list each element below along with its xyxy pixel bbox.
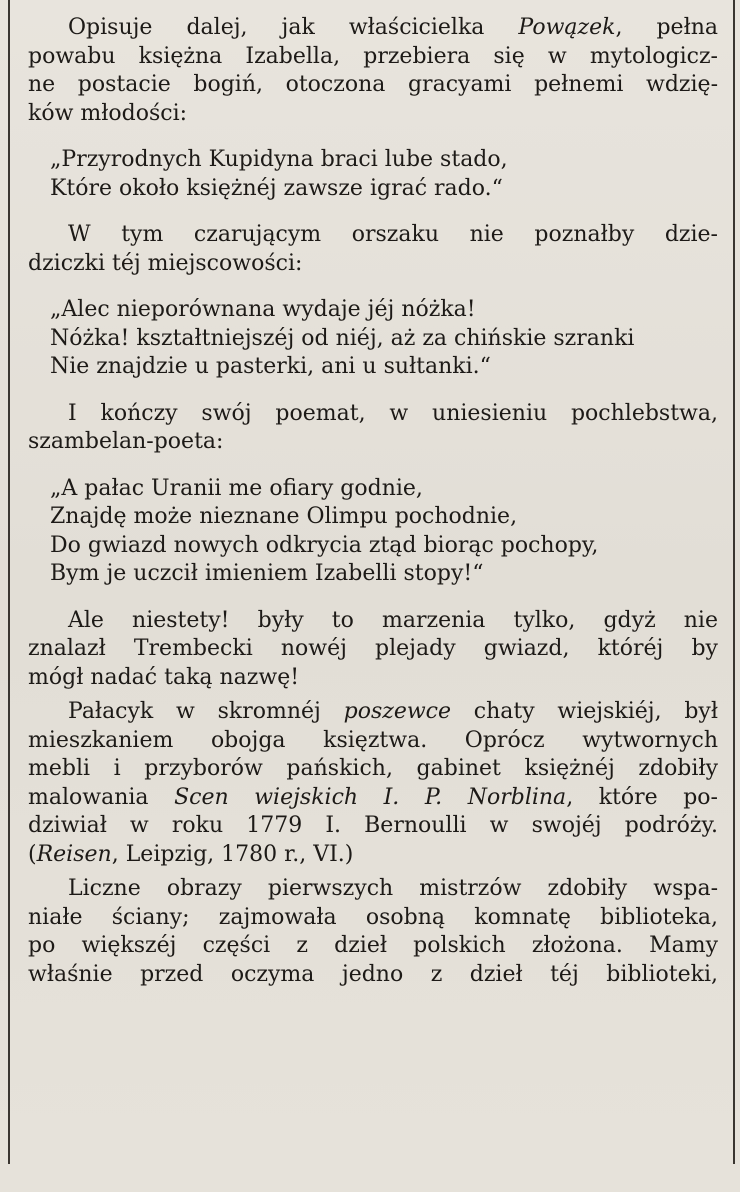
text-run: , Leipzig, 1780 r., VI.): [111, 841, 354, 867]
text-line: mógł nadać taką nazwę!: [28, 664, 300, 690]
text-line: ne postacie bogiń, otoczona gracyami pełnemi wdzię-: [28, 72, 718, 97]
text-line: Liczne obrazy pierwszych mistrzów zdobiły wspa-: [68, 876, 718, 901]
verse-line: Które około księżnéj zawsze igrać rado.“: [50, 175, 503, 201]
spacer: [28, 382, 718, 400]
text-line: dziczki téj miejscowości:: [28, 250, 303, 276]
text-line: Ale niestety! były to marzenia tylko, gdyż nie: [68, 607, 718, 633]
paragraph-4: [28, 607, 718, 693]
text-line: mebli i przyborów pańskich, gabinet księżnéj zdobiły: [28, 756, 718, 781]
text-run: chaty wiejskiéj, był: [451, 699, 718, 724]
left-column-rule: [8, 0, 10, 1164]
text-line: mieszkaniem obojga księztwa. Oprócz wytwornych: [28, 727, 718, 753]
text-line: po większéj części z dzieł polskich złożona. Mamy: [28, 933, 718, 958]
text-line: dziwiał w roku 1779 I. Bernoulli w swojéj podróży.: [28, 813, 718, 838]
text-line: [28, 784, 718, 813]
italic-text-run: Reisen: [36, 841, 112, 867]
italic-text-run: poszewce: [343, 699, 452, 724]
text-run: , pełna: [615, 15, 718, 40]
italic-text-run: Scen wiejskich I. P. Norblina: [174, 784, 567, 810]
verse-line: „A pałac Uranii me ofiary godnie,: [50, 475, 423, 501]
paragraph-6: [28, 875, 718, 989]
text-line: [28, 14, 718, 43]
spacer: [28, 278, 718, 296]
spacer: [28, 457, 718, 475]
right-column-rule: [733, 0, 735, 1164]
text-run: Opisuje dalej, jak właścicielka: [68, 15, 519, 40]
text-line: W tym czarującym orszaku nie poznałby dzie-: [68, 222, 718, 247]
verse-line: Do gwiazd nowych odkrycia ztąd biorąc pochopy,: [50, 532, 599, 558]
verse-3: [28, 475, 718, 589]
text-line: [28, 841, 718, 870]
verse-line: Znajdę może nieznane Olimpu pochodnie,: [50, 504, 518, 529]
paragraph-2: [28, 221, 718, 278]
text-line: niałe ściany; zajmowała osobną komnatę biblioteka,: [28, 904, 718, 930]
verse-line: „Alec nieporównana wydaje jéj nóżka!: [50, 297, 476, 322]
spacer: [28, 203, 718, 221]
paragraph-5: [28, 698, 718, 869]
text-line: powabu księżna Izabella, przebiera się w mytologicz-: [28, 43, 718, 69]
text-line: szambelan-poeta:: [28, 429, 224, 454]
verse-line: Nie znajdzie u pasterki, ani u sułtanki.“: [50, 354, 491, 379]
text-line: właśnie przed oczyma jedno z dzieł téj biblioteki,: [28, 961, 718, 987]
spacer: [28, 589, 718, 607]
text-line: I kończy swój poemat, w uniesieniu pochlebstwa,: [68, 400, 718, 426]
verse-line: Bym je uczcił imieniem Izabelli stopy!“: [50, 561, 484, 586]
text-run: (: [28, 841, 37, 867]
paragraph-1: [28, 14, 718, 128]
text-line: znalazł Trembecki nowéj plejady gwiazd, któréj by: [28, 636, 718, 661]
italic-text-run: Powązek: [518, 15, 616, 40]
text-run: Pałacyk w skromnéj: [68, 699, 344, 724]
text-line: [28, 698, 718, 727]
paragraph-3: [28, 400, 718, 457]
verse-2: [28, 296, 718, 382]
verse-line: Nóżka! kształtniejszéj od niéj, aż za chińskie szranki: [50, 325, 635, 351]
text-line: ków młodości:: [28, 100, 188, 126]
text-run: malowania: [28, 784, 175, 810]
verse-line: „Przyrodnych Kupidyna braci lube stado,: [50, 147, 508, 172]
spacer: [28, 128, 718, 146]
text-run: , które po-: [566, 784, 718, 810]
verse-1: [28, 146, 718, 203]
document-text-column: [28, 14, 718, 989]
